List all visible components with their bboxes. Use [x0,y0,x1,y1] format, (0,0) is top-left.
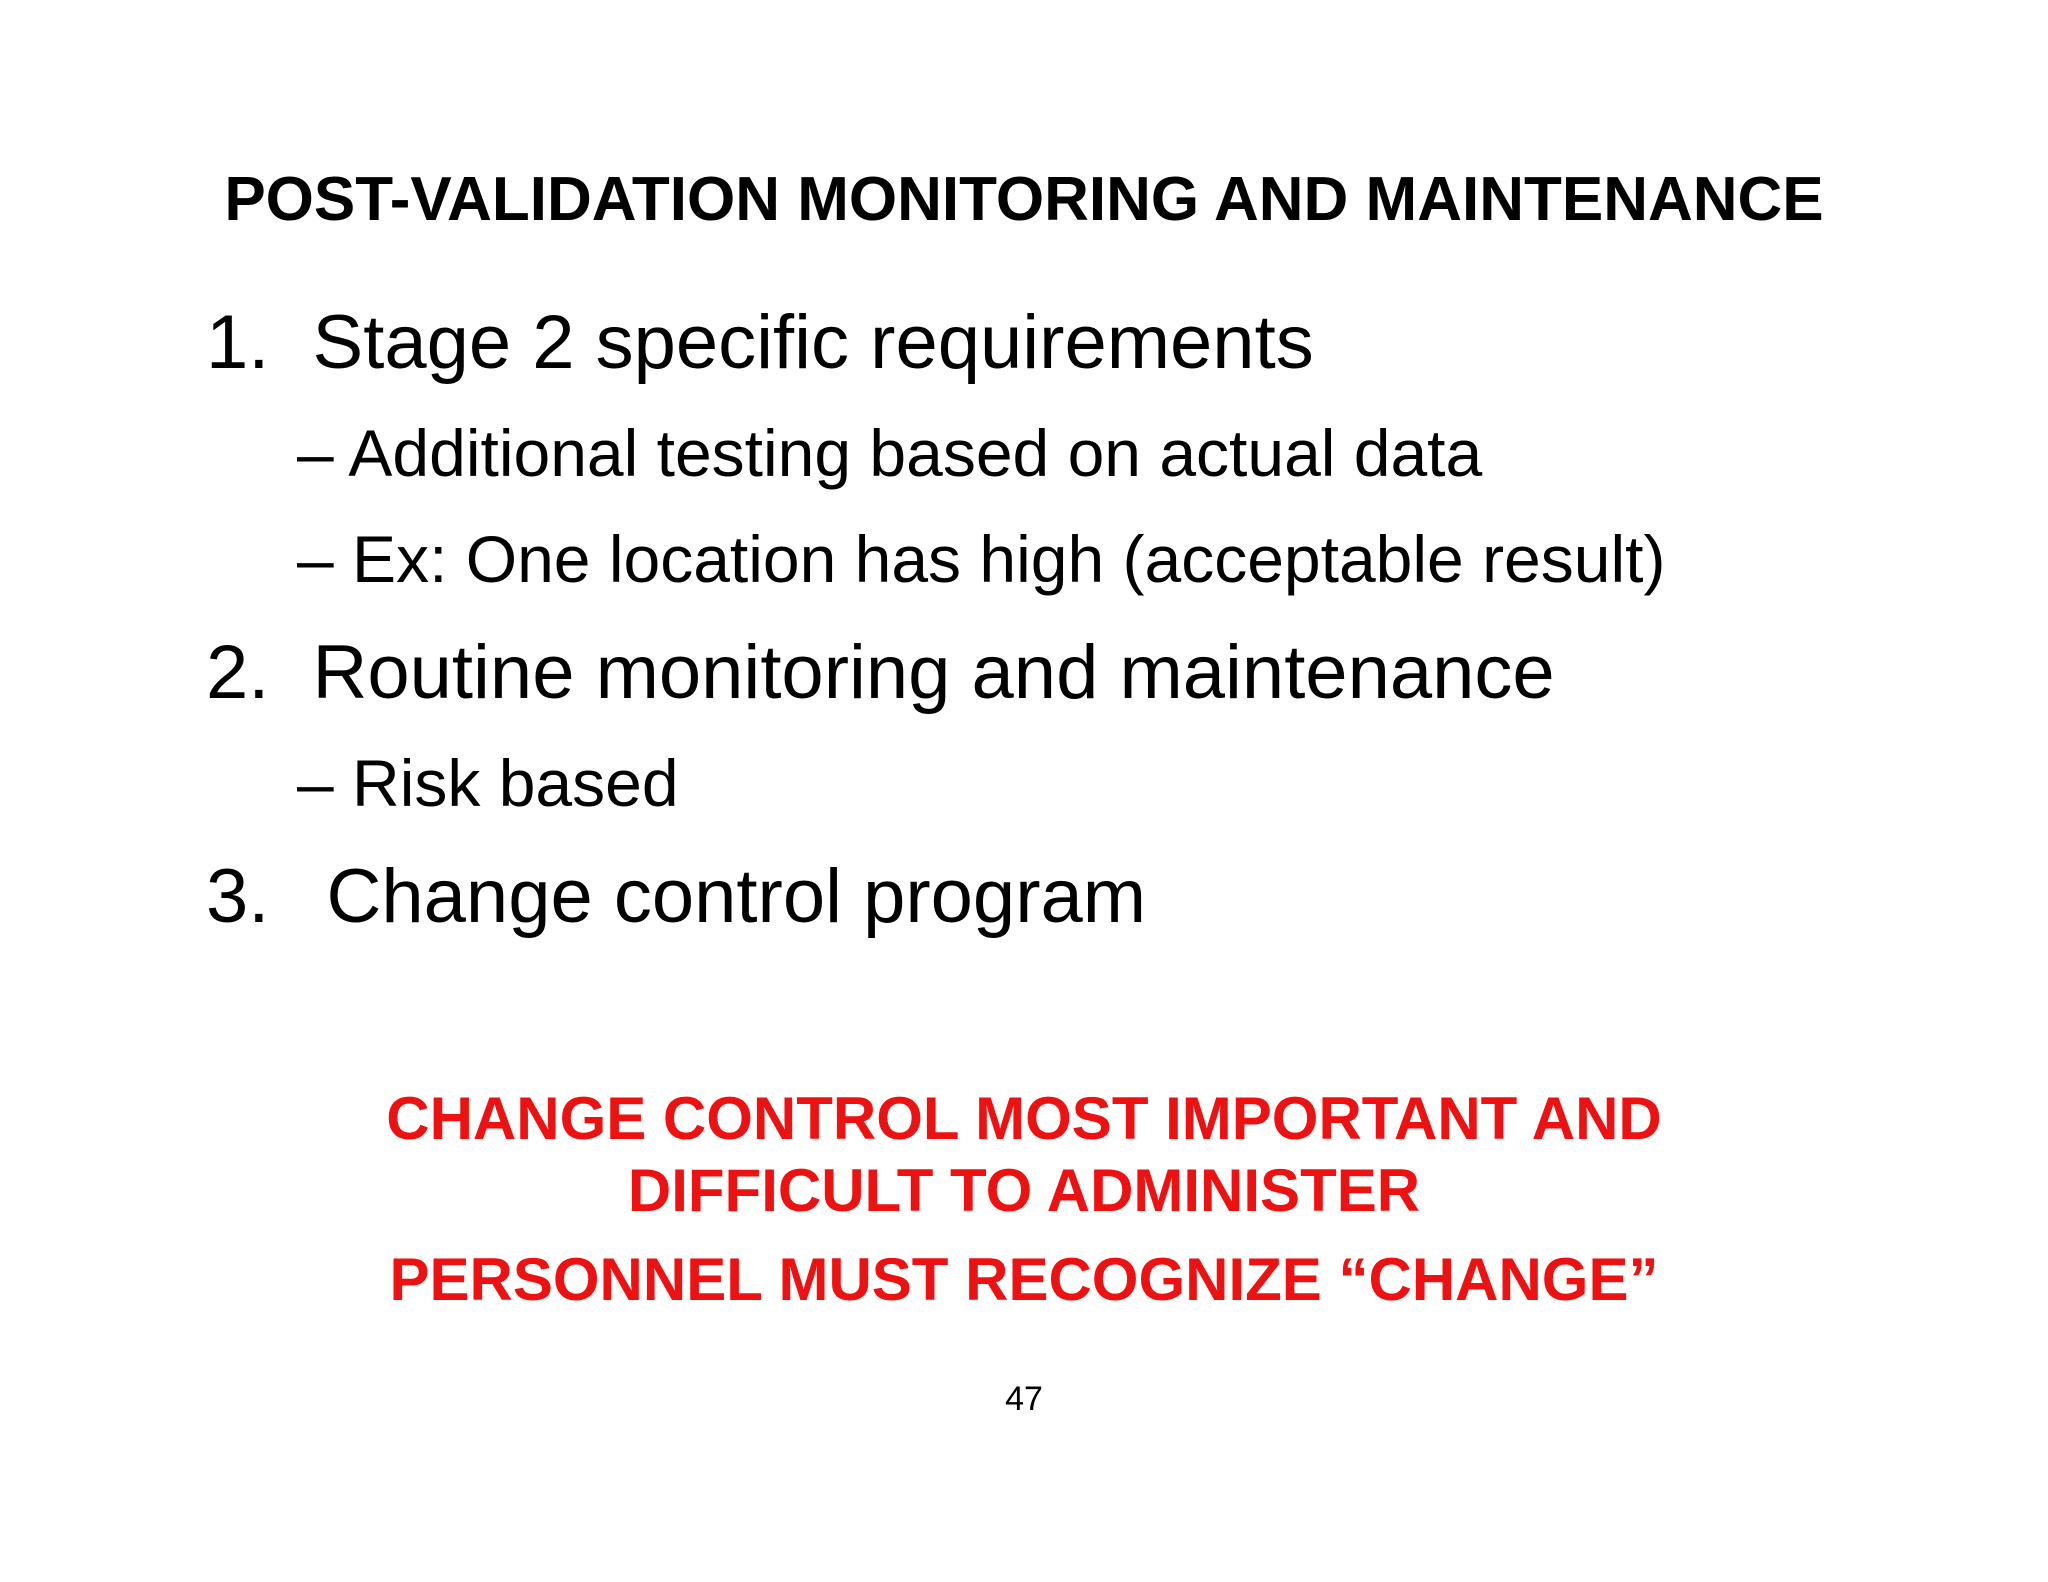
list-item-number: 3. [206,854,270,939]
list-item-number: 1. [206,300,270,385]
list-item-3 [206,852,1146,942]
list-item-number: 2. [206,630,270,715]
list-item-text: Stage 2 specific requirements [312,300,1314,385]
page-number: 47 [1005,1380,1043,1418]
list-item-2 [206,628,1555,718]
callout-line-3: PERSONNEL MUST RECOGNIZE “CHANGE” [389,1246,1659,1313]
slide-title: POST-VALIDATION MONITORING AND MAINTENANCE [224,165,1824,234]
sub-item: – Additional testing based on actual data [297,416,1483,490]
callout-line-1: CHANGE CONTROL MOST IMPORTANT AND [386,1085,1662,1152]
callout-line-2: DIFFICULT TO ADMINISTER [627,1157,1421,1224]
list-item-1 [206,298,1314,388]
sub-item: – Ex: One location has high (acceptable result) [297,522,1666,596]
sub-item: – Risk based [297,746,679,820]
list-item-text: Change control program [326,854,1147,939]
list-item-text: Routine monitoring and maintenance [312,630,1555,715]
